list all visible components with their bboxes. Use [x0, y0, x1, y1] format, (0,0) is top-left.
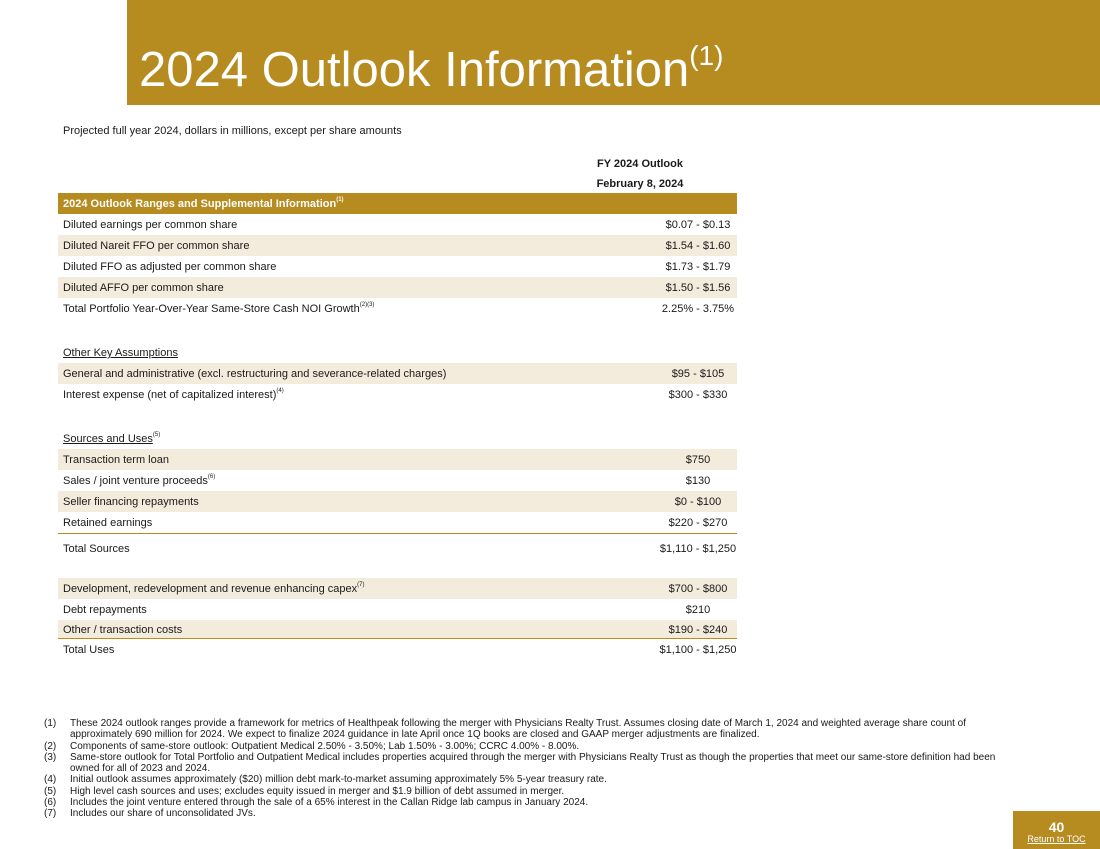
footnote-item: (6) Includes the joint venture entered through the sale of a 65% interest in the Callan Ridge lab campus in January 2024. [44, 797, 589, 809]
page-title: 2024 Outlook Information$^{(1)}$ [139, 40, 724, 97]
footnote-item: (3) Same-store outlook for Total Portfolio and Outpatient Medical includes properties acquired through the merger with Physicians Realty Trust as though the properties that meet our same-store definition had been owned for all of 2023 and 2024. [44, 751, 996, 775]
footnote-item: (2) Components of same-store outlook: Outpatient Medical 2.50% - 3.50%; Lab 1.50% - 3.00%; CCRC 4.00% - 8.00%. [44, 740, 580, 752]
footnote-item: (4) Initial outlook assumes approximately ($20) million debt mark-to-market assuming approximately 5% 5-year treasury rate. [44, 774, 607, 786]
table-row: General and administrative (excl. restructuring and severance-related charges) $95 - $105 [58, 363, 737, 384]
section-heading-other-assumptions: Other Key Assumptions [63, 347, 178, 359]
page-subtitle: Projected full year 2024, dollars in millions, except per share amounts [63, 125, 402, 137]
footnote-item: (7) Includes our share of unconsolidated JVs. [44, 808, 256, 820]
outlook-table [58, 193, 737, 661]
table-row: Diluted AFFO per common share $1.50 - $1.56 [58, 277, 737, 298]
table-row: Retained earnings $220 - $270 [63, 517, 728, 529]
title-band [127, 0, 1100, 105]
table-row: Other / transaction costs $190 - $240 [58, 620, 737, 638]
title-footnote-marker: (1) [689, 40, 724, 71]
section-heading-sources-uses: Sources and Uses$^{(5)}$ [63, 432, 161, 445]
column-header-date: February 8, 2024 [596, 178, 684, 190]
table-row: Diluted FFO as adjusted per common share $1.73 - $1.79 [63, 261, 731, 273]
table-row: Transaction term loan $750 [58, 449, 737, 470]
table-row: Sales / joint venture proceeds$^{(6)}$ $130 [63, 474, 711, 487]
return-to-toc-link[interactable]: Return to TOC [1027, 834, 1086, 844]
table-row: Diluted earnings per common share $0.07 - $0.13 [63, 219, 731, 231]
table-row: Interest expense (net of capitalized interest)$^{(4)}$ $300 - $330 [63, 388, 728, 401]
total-sources-row: Total Sources $1,110 - $1,250 [58, 533, 737, 561]
page-number: 40 [1048, 819, 1065, 835]
table-row: Diluted Nareit FFO per common share $1.54 - $1.60 [58, 235, 737, 256]
total-uses-row: Total Uses $1,100 - $1,250 [58, 638, 737, 661]
page-number-box [1013, 811, 1100, 849]
footnote-item: (1) These 2024 outlook ranges provide a framework for metrics of Healthpeak following the merger with Physicians Realty Trust. Assumes closing date of March 1, 2024 and weighted average share count of approximately 690 million for 2024. We expect to finalize 2024 guidance in late April once 1Q books are closed and GAAP merger adjustments are finalized. [44, 718, 967, 741]
table-row: Debt repayments $210 [63, 604, 711, 616]
table-row: Development, redevelopment and revenue enhancing capex$^{(7)}$ $700 - $800 [58, 578, 737, 599]
column-header-outlook: FY 2024 Outlook [597, 158, 683, 170]
section-header-outlook-ranges: 2024 Outlook Ranges and Supplemental Information$^{(1)}$ [58, 193, 737, 214]
table-row: Seller financing repayments $0 - $100 [58, 491, 737, 512]
footnotes [44, 718, 1019, 820]
footnote-item: (5) High level cash sources and uses; excludes equity issued in merger and $1.9 billion of debt assumed in merger. [44, 785, 565, 797]
table-row: Total Portfolio Year-Over-Year Same-Store Cash NOI Growth$^{(2)(3)}$ 2.25% - 3.75% [63, 302, 735, 315]
